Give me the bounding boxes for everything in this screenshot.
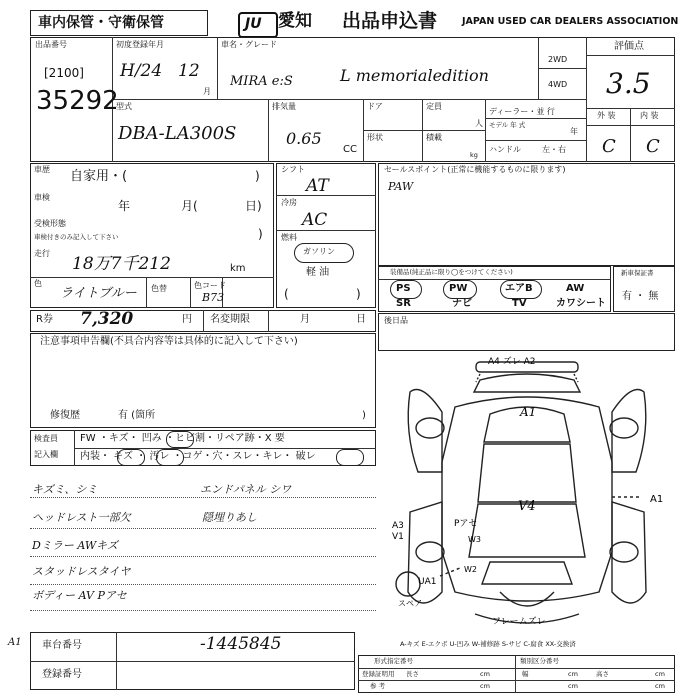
tear-circle bbox=[336, 449, 364, 466]
inspection-year: 年 bbox=[118, 199, 131, 213]
name-change-label: 名変期限 bbox=[210, 314, 250, 325]
displacement-value: 0.65 bbox=[286, 129, 322, 148]
width-unit: cm bbox=[568, 670, 578, 678]
diagram-legend: A-キズ E-エクボ U-凹み W-補修跡 S-サビ C-腐食 XX-交換済 bbox=[400, 640, 576, 648]
equip-aw: AW bbox=[566, 283, 585, 294]
wheel-rear-left bbox=[416, 542, 444, 562]
remark-1: キズミ、シミ bbox=[32, 483, 98, 496]
diagram-ua1: UA1 bbox=[418, 577, 437, 587]
repair-label: 修復歴 bbox=[50, 410, 80, 421]
exterior-label: 外 装 bbox=[597, 111, 616, 120]
diagram-w3: W3 bbox=[468, 535, 481, 544]
pw-circle bbox=[443, 280, 477, 299]
cert-label: 登録証明用 bbox=[362, 670, 395, 678]
door-label: ドア bbox=[367, 102, 383, 111]
car-damage-diagram bbox=[380, 352, 675, 637]
sales-point-frame bbox=[378, 163, 675, 266]
fuel-paren-close: ) bbox=[356, 287, 361, 301]
left-rear-panel bbox=[408, 502, 442, 603]
equip-navi: ナビ bbox=[452, 298, 472, 309]
recycle-value: 7,320 bbox=[80, 309, 134, 329]
diagram-spare: スペア bbox=[398, 599, 422, 608]
equip-pw: PW bbox=[449, 283, 468, 294]
equip-airbag: エアB bbox=[505, 283, 533, 294]
sales-point-label: セールスポイント(正常に機能するものに限ります) bbox=[384, 165, 566, 174]
displacement-label: 排気量 bbox=[272, 102, 296, 111]
name-change-month: 月 bbox=[300, 314, 310, 325]
diagram-bottom-note: フレームズレ bbox=[492, 617, 546, 627]
remark-7: ボディー AV Pアセ bbox=[32, 589, 127, 602]
diagram-w2: W2 bbox=[464, 565, 477, 574]
shift-label: シフト bbox=[281, 165, 305, 174]
chassis-value: -1445845 bbox=[200, 634, 282, 654]
fuel-paren-open: ( bbox=[284, 287, 289, 301]
history-value: 自家用・( bbox=[70, 169, 128, 184]
history-close: ) bbox=[255, 169, 260, 183]
weight-label: 積載 bbox=[426, 133, 442, 142]
later-date-label: 後日品 bbox=[384, 316, 408, 325]
chassis-label: 車台番号 bbox=[42, 640, 82, 651]
windshield-shape bbox=[478, 444, 576, 502]
remark-5: Dミラー AWキズ bbox=[32, 539, 118, 552]
ac-value: AC bbox=[302, 210, 328, 230]
form-title: 出品申込書 bbox=[342, 10, 438, 32]
recycle-unit: 円 bbox=[182, 314, 192, 325]
diagram-side-right: A1 bbox=[650, 494, 664, 505]
category-label: 類別区分番号 bbox=[520, 657, 559, 665]
length-unit: cm bbox=[480, 670, 490, 678]
model-grade: L memorialedition bbox=[340, 66, 489, 85]
exterior-grade: C bbox=[602, 136, 616, 157]
name-change-day: 日 bbox=[356, 314, 366, 325]
registration-label: 初度登録年月 bbox=[116, 40, 164, 49]
diagram-left-a3: A3 bbox=[392, 521, 404, 531]
receipt-sub: 車検付きのみ記入して下さい bbox=[34, 233, 119, 241]
dirt-circle bbox=[156, 449, 184, 466]
color-code-value: B73 bbox=[202, 291, 225, 304]
diagram-left-v1: V1 bbox=[392, 532, 404, 542]
cc-unit: CC bbox=[343, 144, 357, 155]
register-label: 登録番号 bbox=[42, 669, 82, 680]
capacity-unit: 人 bbox=[475, 119, 483, 128]
wheel-rear-right bbox=[610, 542, 638, 562]
inspector-fw-row: FW ・キズ・ 凹み ・ヒビ割・リペア跡・X 要 bbox=[80, 433, 285, 444]
memo-label: 参 考 bbox=[370, 682, 386, 690]
left-front-panel bbox=[408, 390, 442, 473]
brand-pref: 愛知 bbox=[278, 11, 312, 31]
lot-label: 出品番号 bbox=[35, 40, 67, 49]
diagram-top-note: A4 ズレ A2 bbox=[488, 357, 536, 367]
capacity-label: 定員 bbox=[426, 102, 442, 111]
wheel-front-right bbox=[610, 418, 638, 438]
mileage-value: 18万7千212 bbox=[72, 254, 171, 274]
color-value: ライトブルー bbox=[60, 286, 137, 301]
repair-value: 有 (箇所 bbox=[118, 410, 156, 421]
storage-title: 車内保管・守衛保管 bbox=[38, 15, 164, 31]
equipment-label: 装備品(純正品に限り◯をつけてください) bbox=[390, 268, 513, 276]
shape-label: 形状 bbox=[367, 133, 383, 142]
rear-bumper-shape bbox=[500, 592, 554, 606]
color-change-label: 色替 bbox=[151, 284, 167, 293]
height-unit: cm bbox=[655, 670, 665, 678]
drive-2wd: 2WD bbox=[548, 55, 568, 64]
warranty-options: 有 ・ 無 bbox=[622, 291, 659, 302]
warranty-label: 新車保証書 bbox=[621, 269, 654, 277]
type-value: DBA-LA300S bbox=[118, 123, 237, 144]
later-date-frame bbox=[378, 313, 675, 351]
mileage-label: 走行 bbox=[34, 249, 50, 258]
memo-length-unit: cm bbox=[480, 682, 490, 690]
rating-score: 3.5 bbox=[606, 67, 651, 100]
model-no-label: 形式指定番号 bbox=[374, 657, 413, 665]
equip-ps: PS bbox=[396, 283, 411, 294]
dealer-label: ディーラー・並 行 bbox=[489, 107, 555, 116]
rear-shape bbox=[482, 562, 572, 584]
color-label: 色 bbox=[34, 279, 42, 288]
sales-point-value: PAW bbox=[388, 180, 414, 193]
notes-label: 注意事項申告欄(不具合内容等は具体的に記入して下さい) bbox=[40, 336, 298, 347]
mileage-unit: km bbox=[230, 263, 246, 274]
remark-4: 隠埋りあし bbox=[202, 511, 257, 524]
fuel-label: 燃料 bbox=[281, 233, 297, 242]
type-label: 型式 bbox=[116, 102, 132, 111]
history-label: 車歴 bbox=[34, 165, 50, 174]
model-year-label: モデル 年 式 bbox=[489, 121, 526, 129]
diagram-roof: A1 bbox=[520, 405, 537, 419]
shift-value: AT bbox=[306, 176, 329, 196]
recycle-label: R券 bbox=[36, 314, 53, 325]
rating-label: 評価点 bbox=[614, 41, 644, 52]
repair-close: ) bbox=[362, 410, 366, 421]
memo-height-unit: cm bbox=[655, 682, 665, 690]
drive-4wd: 4WD bbox=[548, 80, 568, 89]
fuel-diesel: 軽 油 bbox=[306, 267, 330, 278]
right-front-panel bbox=[612, 390, 646, 473]
inspector-label-2: 記入欄 bbox=[34, 450, 58, 459]
remark-2: エンドパネル シワ bbox=[200, 483, 292, 496]
model-name: MIRA e:S bbox=[230, 74, 293, 89]
length-label: 長さ bbox=[406, 670, 419, 678]
ps-circle bbox=[390, 280, 422, 299]
model-label: 車名・グレード bbox=[221, 40, 277, 49]
notes-frame bbox=[30, 333, 376, 428]
registration-year: H/24 bbox=[120, 61, 163, 81]
remark-3: ヘッドレスト一部欠 bbox=[32, 511, 131, 524]
scratch-circle bbox=[117, 449, 145, 466]
receipt-close: ) bbox=[258, 227, 263, 241]
remark-6: スタッドレスタイヤ bbox=[32, 565, 131, 578]
ac-label: 冷房 bbox=[281, 198, 297, 207]
inspection-day: 日) bbox=[245, 199, 262, 213]
right-rear-panel bbox=[612, 502, 646, 603]
equip-sr: SR bbox=[396, 298, 411, 309]
width-label: 幅 bbox=[522, 670, 529, 678]
year-unit: 年 bbox=[570, 127, 578, 136]
memo-width-unit: cm bbox=[568, 682, 578, 690]
interior-label: 内 装 bbox=[640, 111, 659, 120]
color-code-label: 色コード bbox=[194, 281, 226, 290]
association-name: JAPAN USED CAR DEALERS ASSOCIATION bbox=[462, 16, 679, 27]
weight-unit: kg bbox=[470, 151, 478, 159]
side-note: A1 bbox=[8, 637, 22, 648]
handle-options: 左・右 bbox=[542, 145, 566, 154]
dent-circle bbox=[166, 431, 194, 448]
registration-month-unit: 月 bbox=[203, 87, 211, 96]
front-bumper-shape bbox=[474, 374, 580, 392]
height-label: 高さ bbox=[596, 670, 609, 678]
inspection-month: 月( bbox=[181, 199, 198, 213]
diagram-pa-note: Pアセ bbox=[454, 519, 478, 529]
equip-leather-seat: カワシート bbox=[556, 298, 606, 309]
airbag-circle bbox=[500, 280, 542, 299]
diagram-hood: V4 bbox=[518, 499, 536, 514]
ju-logo-text: JU bbox=[245, 16, 262, 32]
ju-logo bbox=[238, 12, 278, 38]
lot-number: 35292 bbox=[36, 86, 119, 116]
wheel-front-left bbox=[416, 418, 444, 438]
interior-grade: C bbox=[646, 136, 660, 157]
receipt-label: 受検形態 bbox=[34, 219, 66, 228]
inspection-label: 車検 bbox=[34, 193, 50, 202]
registration-month: 12 bbox=[178, 61, 200, 81]
inspector-label-1: 検査員 bbox=[34, 434, 58, 443]
equip-tv: TV bbox=[512, 298, 527, 309]
handle-label: ハンドル bbox=[489, 145, 521, 154]
fuel-gasoline: ガソリン bbox=[303, 247, 335, 256]
inspector-interior-row: 内装・ キズ ・ 汚レ ・コゲ・穴・スレ・キレ・ 破レ bbox=[80, 451, 316, 462]
lot-code: [2100] bbox=[44, 66, 84, 80]
